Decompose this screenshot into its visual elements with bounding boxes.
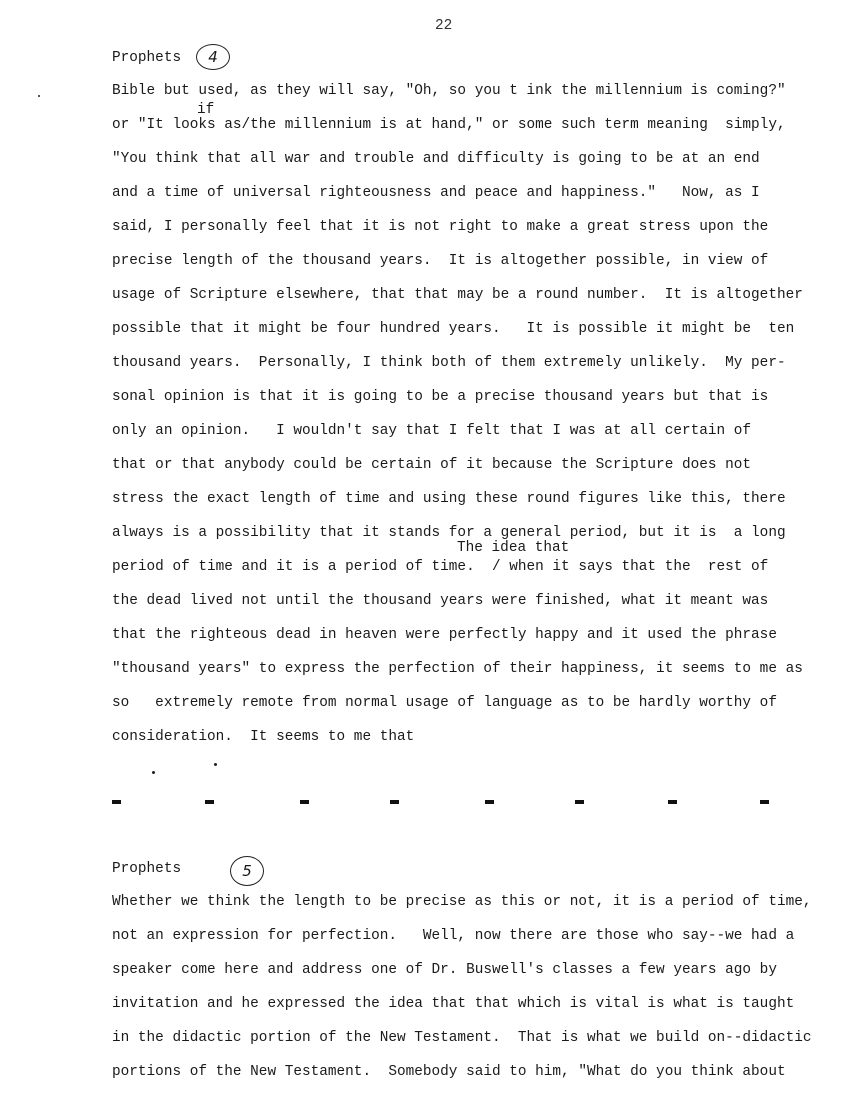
stray-mark — [214, 763, 217, 766]
stray-mark — [38, 95, 40, 97]
section-heading-prophets-5: Prophets — [112, 861, 182, 877]
circled-number-5: 5 — [230, 856, 264, 886]
text-line: usage of Scripture elsewhere, that that may be a round number. It is altogether — [112, 287, 803, 303]
text-line: speaker come here and address one of Dr. Buswell's classes a few years ago by — [112, 962, 777, 978]
section-heading-prophets-4: Prophets — [112, 50, 182, 66]
text-line: that the righteous dead in heaven were perfectly happy and it used the phrase — [112, 627, 777, 643]
text-line: stress the exact length of time and using these round figures like this, there — [112, 491, 786, 507]
text-line: sonal opinion is that it is going to be a precise thousand years but that is — [112, 389, 769, 405]
text-line: so extremely remote from normal usage of language as to be hardly worthy of — [112, 695, 777, 711]
text-line: in the didactic portion of the New Testament. That is what we build on--didactic — [112, 1030, 812, 1046]
text-line: Bible but used, as they will say, "Oh, so you t ink the millennium is coming?" — [112, 83, 786, 99]
text-line: Whether we think the length to be precise as this or not, it is a period of time, — [112, 894, 812, 910]
circled-number-4: 4 — [196, 44, 230, 70]
interlinear-insert-if: if — [197, 102, 215, 118]
separator-dash — [112, 800, 121, 804]
separator-dash — [390, 800, 399, 804]
text-line: that or that anybody could be certain of it because the Scripture does not — [112, 457, 752, 473]
text-line: thousand years. Personally, I think both of them extremely unlikely. My per- — [112, 355, 786, 371]
text-line: said, I personally feel that it is not right to make a great stress upon the — [112, 219, 769, 235]
text-line: "You think that all war and trouble and difficulty is going to be at an end — [112, 151, 760, 167]
text-line: period of time and it is a period of time. / when it says that the rest of — [112, 559, 769, 575]
text-line: precise length of the thousand years. It is altogether possible, in view of — [112, 253, 769, 269]
interlinear-insert-idea: The idea that — [457, 540, 570, 556]
stray-mark — [152, 771, 155, 774]
text-line: invitation and he expressed the idea that that which is vital is what is taught — [112, 996, 795, 1012]
separator-dash — [205, 800, 214, 804]
page-number: 22 — [435, 18, 453, 34]
separator-dash — [485, 800, 494, 804]
text-line: or "It looks as/the millennium is at hand," or some such term meaning simply, — [112, 117, 786, 133]
text-line: the dead lived not until the thousand years were finished, what it meant was — [112, 593, 769, 609]
text-line: only an opinion. I wouldn't say that I felt that I was at all certain of — [112, 423, 752, 439]
separator-dash — [760, 800, 769, 804]
text-line: "thousand years" to express the perfection of their happiness, it seems to me as — [112, 661, 803, 677]
text-line: not an expression for perfection. Well, now there are those who say--we had a — [112, 928, 795, 944]
separator-dash — [668, 800, 677, 804]
text-line: portions of the New Testament. Somebody said to him, "What do you think about — [112, 1064, 786, 1080]
text-line: possible that it might be four hundred years. It is possible it might be ten — [112, 321, 795, 337]
text-line: always is a possibility that it stands for a general period, but it is a long — [112, 525, 786, 541]
separator-dash — [300, 800, 309, 804]
text-line: and a time of universal righteousness and peace and happiness." Now, as I — [112, 185, 760, 201]
separator-dash — [575, 800, 584, 804]
text-line: consideration. It seems to me that — [112, 729, 415, 745]
